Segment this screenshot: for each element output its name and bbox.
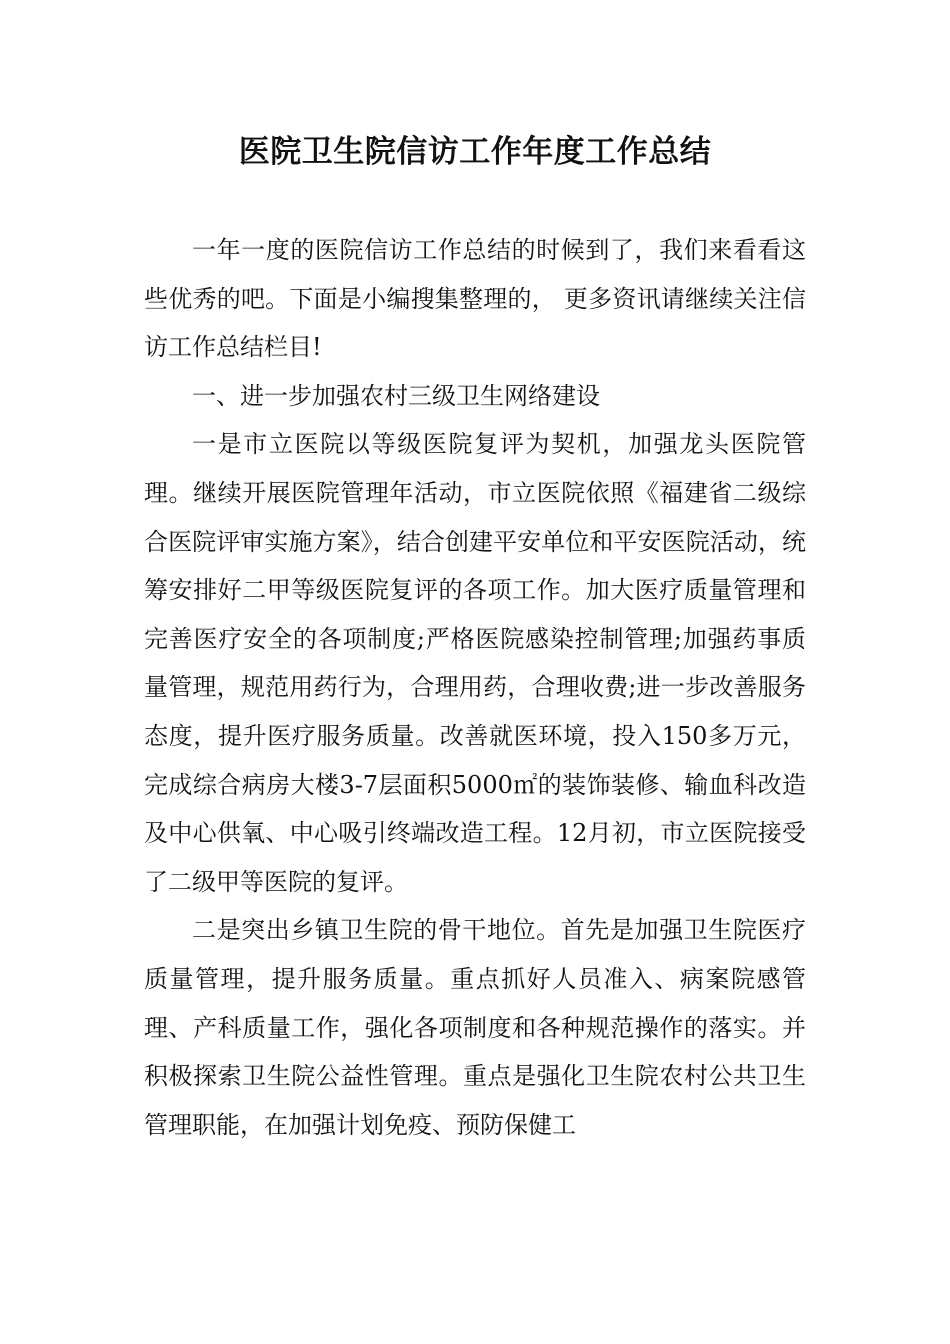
paragraph-township: 二是突出乡镇卫生院的骨干地位。首先是加强卫生院医疗质量管理，提升服务质量。重点抓好人员准入、病案院感管理、产科质量工作，强化各项制度和各种规范操作的落实。并积极探索卫生院公益性管理。重点是强化卫生院农村公共卫生管理职能，在加强计划免疫、预防保健工 [144, 916, 806, 1139]
document-body [144, 226, 806, 1149]
paragraph-hospital: 一是市立医院以等级医院复评为契机，加强龙头医院管理。继续开展医院管理年活动，市立医院依照《福建省二级综合医院评审实施方案》，结合创建平安单位和平安医院活动，统筹安排好二甲等级医院复评的各项工作。加大医疗质量管理和完善医疗安全的各项制度;严格医院感染控制管理;加强药事质量管理，规范用药行为，合理用药，合理收费;进一步改善服务态度，提升医疗服务质量。改善就医环境，投入150多万元，完成综合病房大楼3-7层面积5000㎡的装饰装修、输血科改造及中心供氧、中心吸引终端改造工程。12月初，市立医院接受了二级甲等医院的复评。 [144, 430, 806, 896]
section-heading: 一、进一步加强农村三级卫生网络建设 [192, 381, 600, 410]
paragraph-intro: 一年一度的医院信访工作总结的时候到了，我们来看看这些优秀的吧。下面是小编搜集整理的， 更多资讯请继续关注信访工作总结栏目! [144, 236, 806, 362]
document-title: 医院卫生院信访工作年度工作总结 [238, 134, 712, 170]
